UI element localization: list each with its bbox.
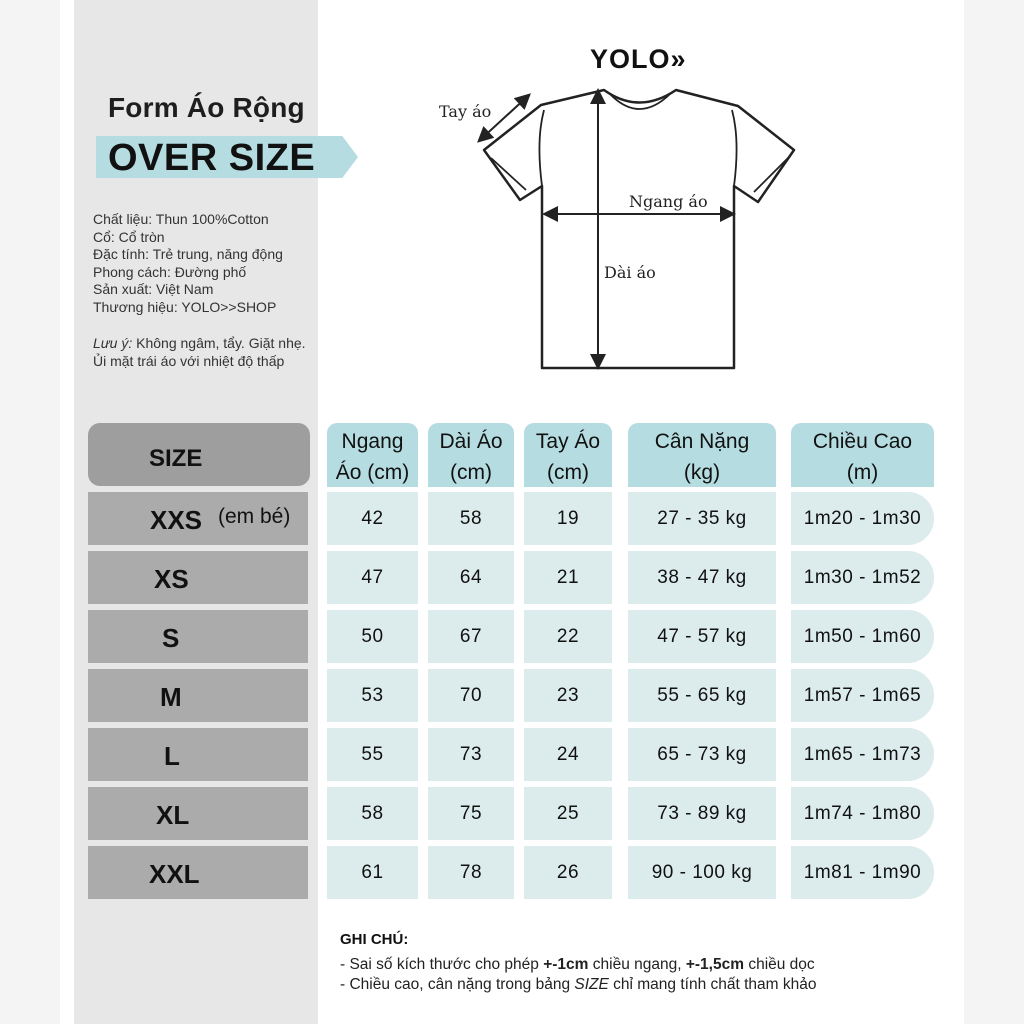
size-header (88, 423, 310, 486)
cell-value: 61 (361, 862, 384, 883)
size-row-l (88, 728, 308, 781)
col-header-ngang-l1: Ngang (341, 430, 404, 453)
cell-ngang (327, 787, 418, 840)
cell-value: 1m57 - 1m65 (803, 685, 922, 706)
col-header-dai (428, 423, 514, 487)
size-header-label: SIZE (149, 445, 203, 472)
size-label: XXS (150, 505, 203, 535)
cell-cao (791, 728, 934, 781)
cell-ngang (327, 846, 418, 899)
cell-ngang (327, 669, 418, 722)
cell-value: 90 - 100 kg (651, 862, 753, 883)
size-label: S (162, 623, 180, 653)
cell-value: 19 (556, 508, 580, 529)
tshirt-outline (484, 90, 794, 368)
cell-value: 55 - 65 kg (657, 685, 747, 706)
notes-line-2 (340, 976, 817, 994)
col-header-can-l2: (kg) (683, 461, 721, 484)
size-row-m (88, 669, 308, 722)
spec-list (93, 211, 283, 317)
spec-feature: Đặc tính: Trẻ trung, năng động (93, 246, 283, 263)
cell-value: 26 (556, 862, 580, 883)
brand-logo: YOLO» (590, 44, 687, 74)
cell-cao (791, 669, 934, 722)
note-text: chiều ngang, (588, 956, 686, 973)
spec-style: Phong cách: Đường phố (93, 263, 247, 280)
notes-line-1 (340, 956, 815, 974)
note-italic: SIZE (574, 976, 609, 993)
cell-value: 47 - 57 kg (657, 626, 747, 647)
cell-value: 78 (459, 862, 483, 883)
note-text: chiều dọc (744, 956, 815, 973)
cell-tay (524, 610, 612, 663)
cell-ngang (327, 551, 418, 604)
cell-value: 1m65 - 1m73 (803, 744, 922, 765)
cell-value: 21 (556, 567, 580, 588)
note-text: chỉ mang tính chất tham khảo (608, 976, 817, 993)
cell-value: 50 (361, 626, 384, 647)
care-note-label: Lưu ý: (93, 335, 133, 351)
cell-value: 58 (459, 508, 483, 529)
cell-value: 25 (556, 803, 580, 824)
cell-ngang (327, 610, 418, 663)
cell-can (628, 492, 776, 545)
care-note (93, 335, 315, 370)
cell-value: 1m50 - 1m60 (803, 626, 922, 647)
cell-value: 27 - 35 kg (657, 508, 747, 529)
width-label: Ngang áo (629, 192, 708, 211)
cell-can (628, 669, 776, 722)
note-text: - Chiều cao, cân nặng trong bảng (340, 976, 575, 993)
cell-value: 55 (361, 744, 384, 765)
cell-cao (791, 846, 934, 899)
cell-value: 1m20 - 1m30 (803, 508, 922, 529)
size-label: XS (154, 564, 189, 594)
cell-value: 1m30 - 1m52 (803, 567, 922, 588)
tshirt-diagram (436, 80, 806, 380)
note-bold: +-1cm (543, 956, 589, 973)
col-header-tay-l2: (cm) (547, 461, 589, 484)
spec-material: Chất liệu: Thun 100%Cotton (93, 211, 269, 227)
cell-tay (524, 787, 612, 840)
cell-cao (791, 492, 934, 545)
spec-brand: Thương hiệu: YOLO>>SHOP (93, 298, 277, 315)
cell-can (628, 551, 776, 604)
cell-value: 75 (459, 803, 483, 824)
size-label: L (164, 741, 180, 771)
col-header-ngang (327, 423, 418, 487)
cell-can (628, 846, 776, 899)
cell-cao (791, 610, 934, 663)
size-row-xl (88, 787, 308, 840)
col-header-dai-l1: Dài Áo (439, 430, 503, 453)
note-bold: +-1,5cm (685, 956, 745, 973)
cell-value: 64 (459, 567, 483, 588)
size-label: M (160, 682, 182, 712)
spec-collar: Cổ: Cổ tròn (93, 228, 165, 245)
cell-tay (524, 728, 612, 781)
cell-dai (428, 492, 514, 545)
cell-can (628, 610, 776, 663)
cell-dai (428, 551, 514, 604)
cell-dai (428, 787, 514, 840)
col-header-dai-l2: (cm) (450, 461, 492, 484)
length-label: Dài áo (604, 263, 656, 282)
cell-value: 1m81 - 1m90 (803, 862, 922, 883)
cell-value: 23 (556, 685, 580, 706)
cell-value: 73 - 89 kg (657, 803, 747, 824)
cell-dai (428, 728, 514, 781)
cell-ngang (327, 492, 418, 545)
cell-cao (791, 787, 934, 840)
col-header-ngang-l2: Áo (cm) (335, 461, 410, 484)
cell-tay (524, 551, 612, 604)
cell-value: 22 (556, 626, 580, 647)
form-title: Form Áo Rộng (108, 92, 305, 123)
cell-value: 1m74 - 1m80 (803, 803, 922, 824)
cell-dai (428, 846, 514, 899)
cell-value: 73 (459, 744, 483, 765)
col-header-cao-l2: (m) (846, 461, 879, 484)
cell-cao (791, 551, 934, 604)
banner-title: OVER SIZE (108, 137, 316, 179)
cell-tay (524, 846, 612, 899)
size-row-xxl (88, 846, 308, 899)
cell-dai (428, 669, 514, 722)
cell-tay (524, 492, 612, 545)
cell-tay (524, 669, 612, 722)
size-sublabel: (em bé) (218, 505, 291, 528)
note-text: - Sai số kích thước cho phép (340, 956, 544, 973)
care-note-text: Không ngâm, tẩy. Giặt nhẹ. Ủi mặt trái áo với nhiệt độ thấp (93, 335, 306, 369)
cell-dai (428, 610, 514, 663)
cell-value: 24 (556, 744, 580, 765)
col-header-cao (791, 423, 934, 487)
cell-value: 65 - 73 kg (657, 744, 747, 765)
col-header-cao-l1: Chiều Cao (812, 430, 913, 453)
cell-value: 70 (459, 685, 483, 706)
cell-can (628, 787, 776, 840)
size-row-xxs (88, 492, 308, 545)
size-row-xs (88, 551, 308, 604)
cell-value: 47 (361, 567, 384, 588)
col-header-can-l1: Cân Nặng (654, 430, 750, 453)
cell-value: 53 (361, 685, 384, 706)
size-label: XL (156, 800, 190, 830)
sleeve-label: Tay áo (439, 102, 492, 121)
cell-ngang (327, 728, 418, 781)
cell-value: 58 (361, 803, 384, 824)
size-label: XXL (149, 859, 200, 889)
cell-value: 42 (361, 508, 384, 529)
size-row-s (88, 610, 308, 663)
spec-origin: Sản xuất: Việt Nam (93, 281, 214, 298)
col-header-tay (524, 423, 612, 487)
cell-value: 38 - 47 kg (657, 567, 747, 588)
cell-can (628, 728, 776, 781)
cell-value: 67 (459, 626, 483, 647)
col-header-can (628, 423, 776, 487)
notes-title: GHI CHÚ: (340, 931, 409, 948)
col-header-tay-l1: Tay Áo (535, 430, 601, 453)
